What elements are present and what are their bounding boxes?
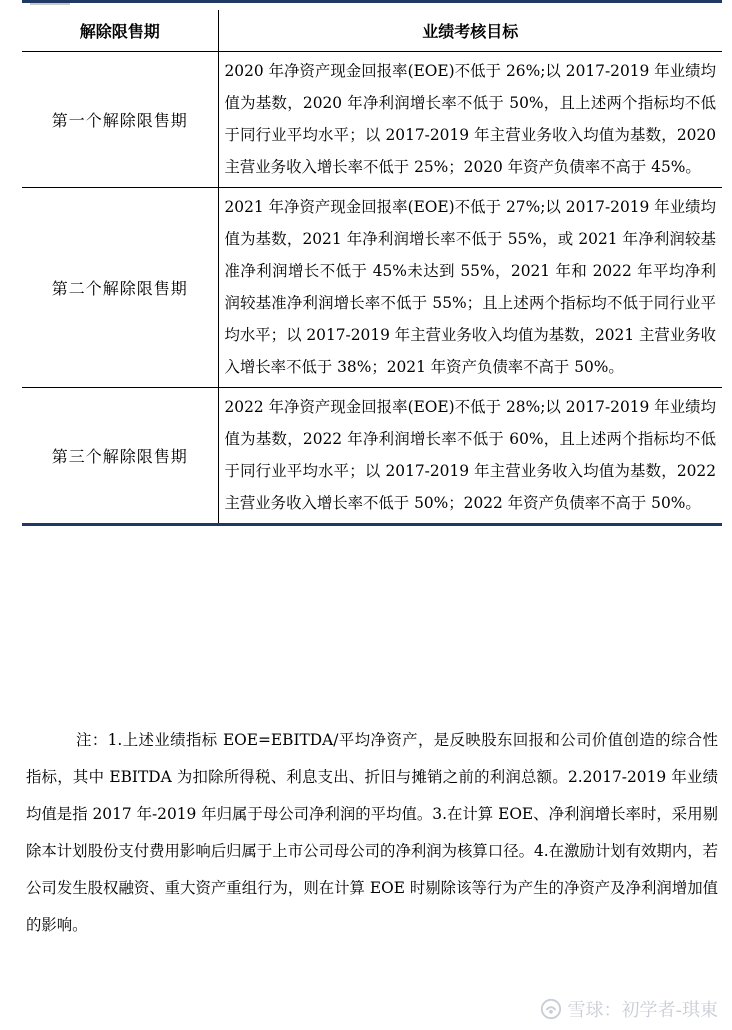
footnote-paragraph: 注：1.上述业绩指标 EOE=EBITDA/平均净资产，是反映股东回报和公司价值创造的综合性指标，其中 EBITDA 为扣除所得税、利息支出、折旧与摊销之前的利润总额。2.2017-2019 年业绩均值是指 2017 年-2019 年归属于母公司净利润的平均值。3.在计算 EOE、净利润增长率时，采用剔除本计划股份支付费用影响后归属于上市公司母公司的净利润为核算口径。4.在激励计划有效期内，若公司发生股权融资、重大资产重组行为，则在计算 EOE 时剔除该等行为产生的净资产及净利润增加值的影响。 bbox=[26, 731, 718, 934]
period-cell: 第三个解除限售期 bbox=[22, 388, 218, 525]
snowball-logo-icon bbox=[540, 998, 562, 1020]
watermark bbox=[540, 996, 719, 1022]
table-row bbox=[22, 388, 722, 525]
performance-target-table bbox=[22, 10, 722, 526]
period-cell: 第一个解除限售期 bbox=[22, 52, 218, 188]
watermark-text: 雪球：初学者-琪東 bbox=[567, 1000, 718, 1021]
target-cell: 2020 年净资产现金回报率(EOE)不低于 26%;以 2017-2019 年业绩均值为基数，2020 年净利润增长率不低于 50%，且上述两个指标均不低于同行业平均水平；以 2017-2019 年主营业务收入均值为基数，2020 主营业务收入增长率不低于 25%；2020 年资产负债率不高于 45%。 bbox=[218, 52, 722, 188]
table-row bbox=[22, 52, 722, 188]
table-row bbox=[22, 188, 722, 388]
period-cell: 第二个解除限售期 bbox=[22, 188, 218, 388]
top-rule bbox=[22, 0, 722, 3]
target-cell: 2022 年净资产现金回报率(EOE)不低于 28%;以 2017-2019 年业绩均值为基数，2022 年净利润增长率不低于 60%，且上述两个指标均不低于同行业平均水平；以 2017-2019 年主营业务收入均值为基数，2022 主营业务收入增长率不低于 50%；2022 年资产负债率不高于 50%。 bbox=[218, 388, 722, 525]
header-target: 业绩考核目标 bbox=[218, 10, 722, 52]
target-cell: 2021 年净资产现金回报率(EOE)不低于 27%;以 2017-2019 年业绩均值为基数，2021 年净利润增长率不低于 55%，或 2021 年净利润较基准净利润增长不低于 45%未达到 55%，2021 年和 2022 年平均净利润较基准净利润增长率不低于 55%；且上述两个指标均不低于同行业平均水平；以 2017-2019 年主营业务收入均值为基数，2021 主营业务收入增长率不低于 38%；2021 年资产负债率不高于 50%。 bbox=[218, 188, 722, 388]
table-header-row bbox=[22, 10, 722, 52]
header-period: 解除限售期 bbox=[22, 10, 218, 52]
